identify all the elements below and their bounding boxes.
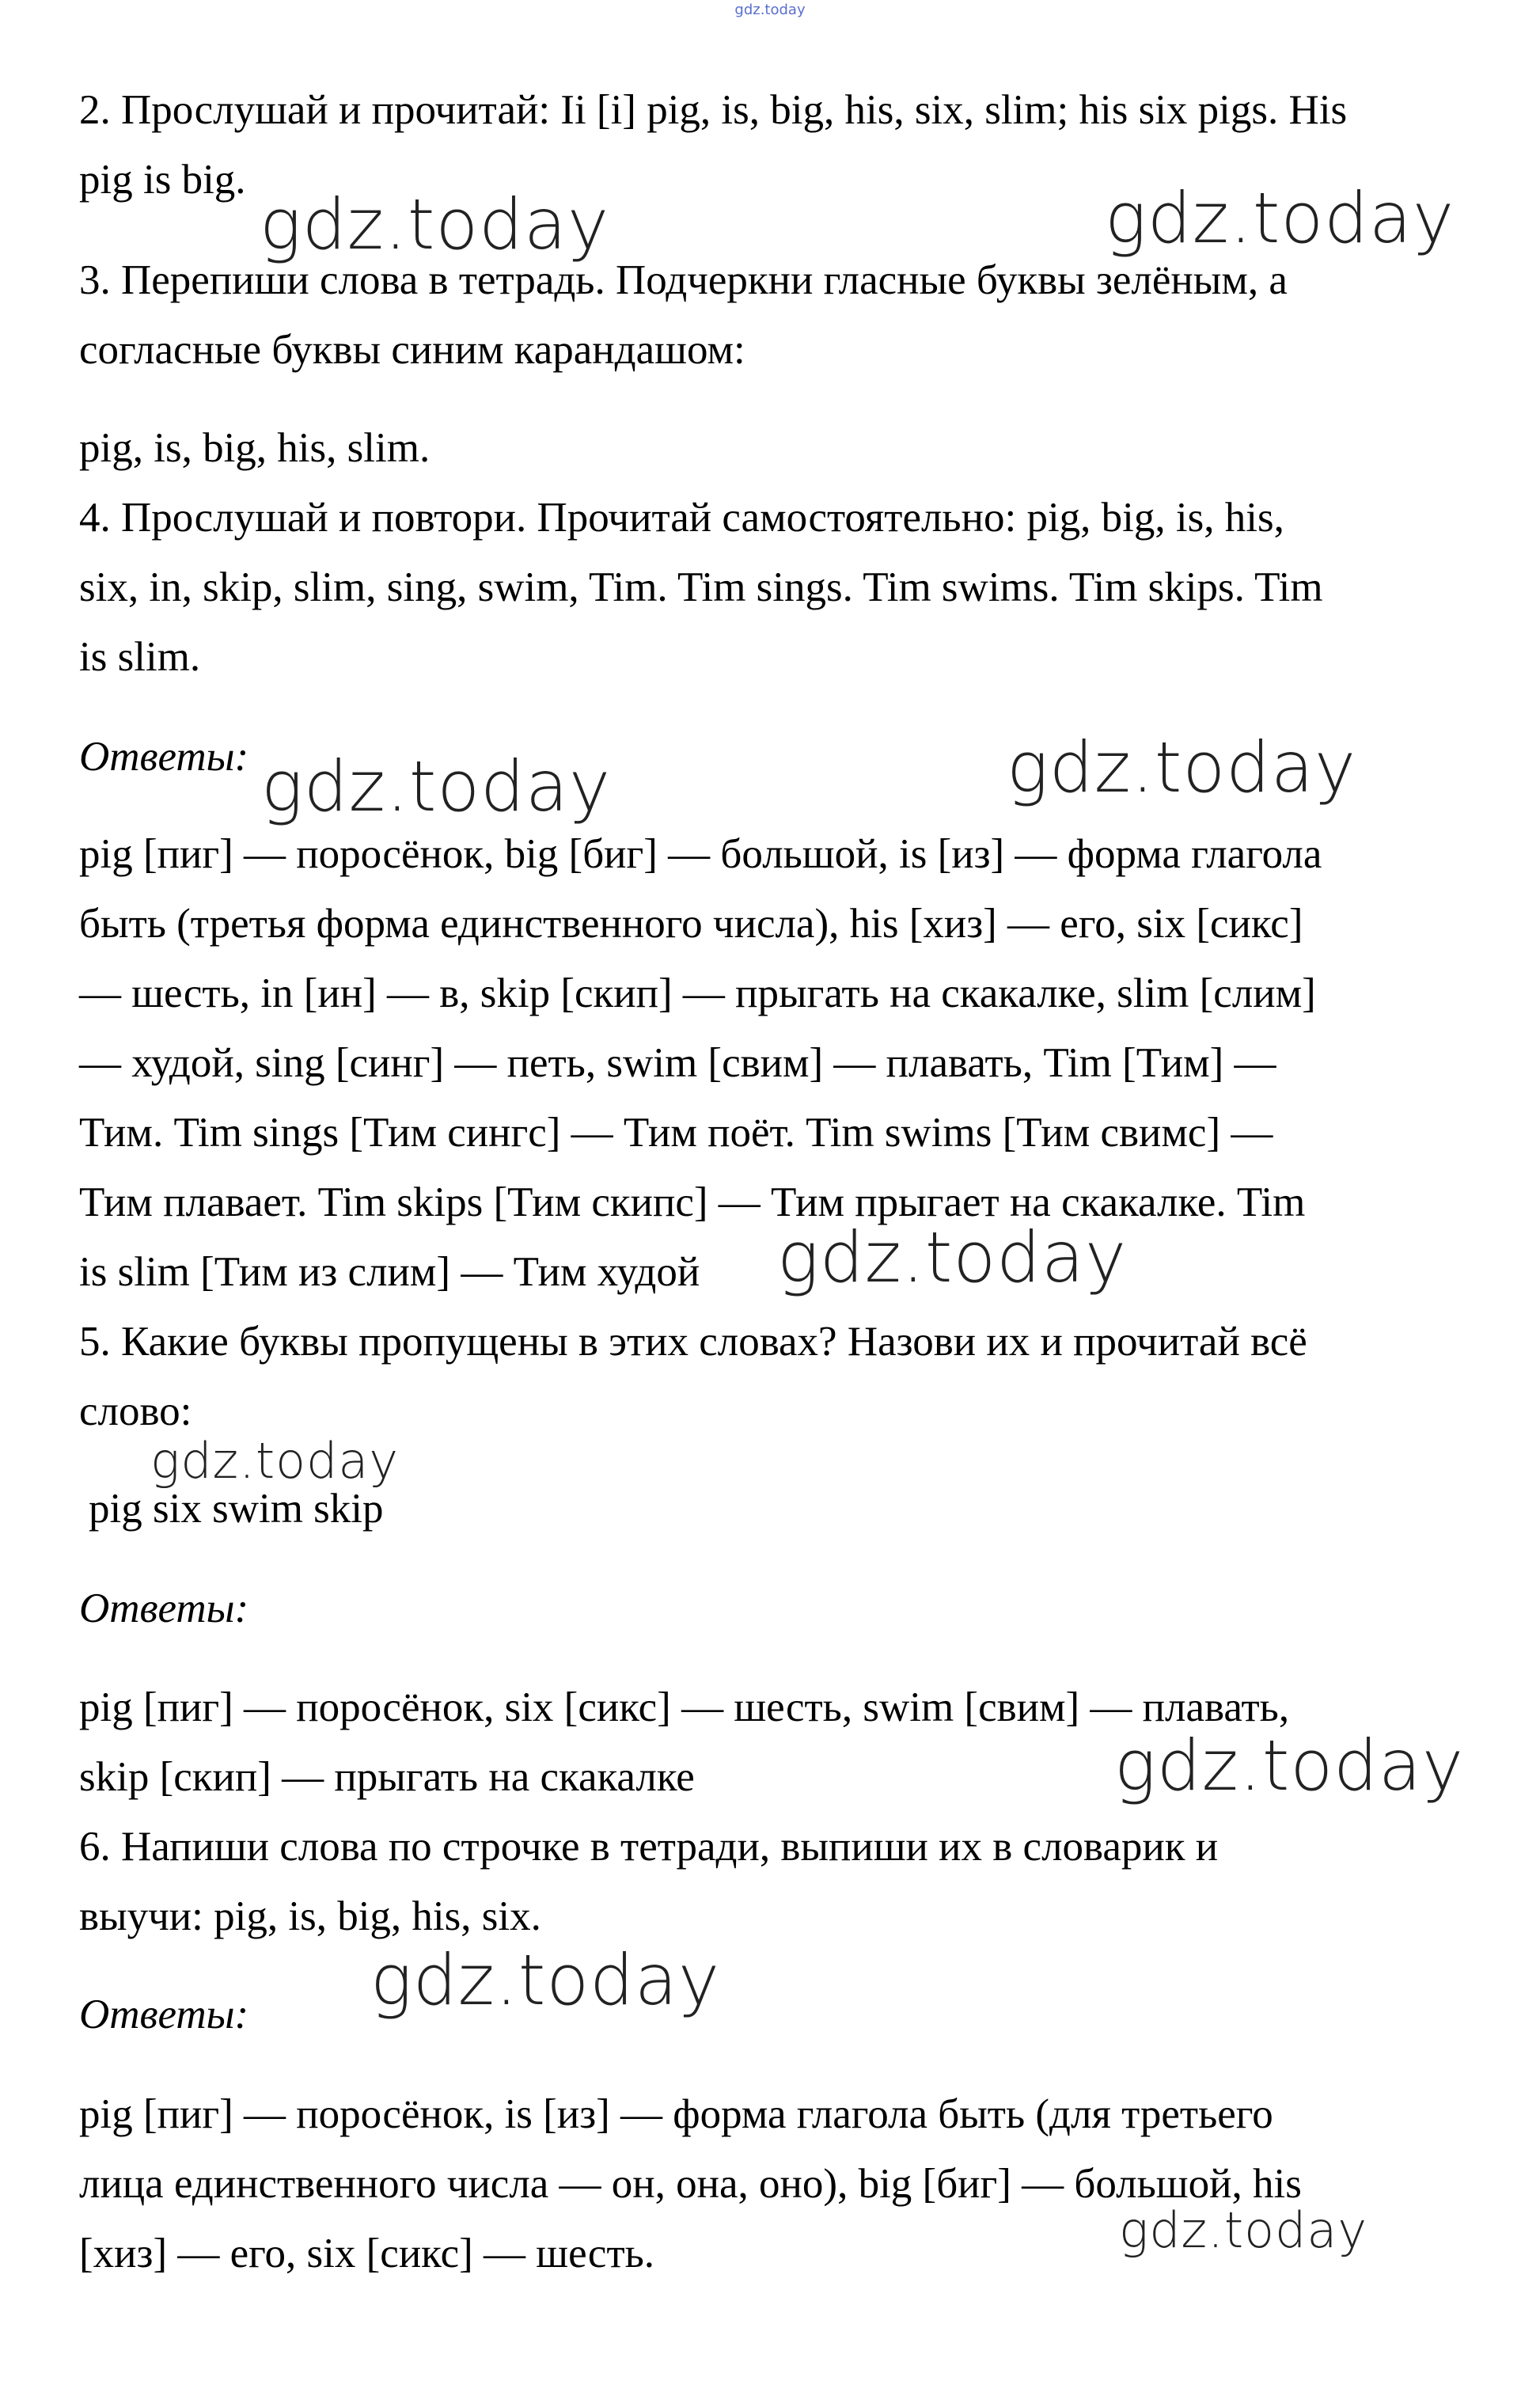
watermark: gdz.today bbox=[1105, 177, 1455, 259]
ex5-line-1: 5. Какие буквы пропущены в этих словах? Назови их и прочитай всё bbox=[79, 1319, 1307, 1365]
site-mark: gdz.today bbox=[734, 2, 806, 18]
ex5-line-2: слово: bbox=[79, 1388, 192, 1434]
ex4-answer-line-6: Тим плавает. Tim skips [Тим скипс] — Тим прыгает на скакалке. Tim bbox=[79, 1179, 1306, 1225]
ex4-answer-line-1: pig [пиг] — поросёнок, big [биг] — большой, is [из] — форма глагола bbox=[79, 831, 1322, 877]
watermark: gdz.today bbox=[777, 1217, 1128, 1298]
ex6-answers-label: Ответы: bbox=[79, 1992, 249, 2037]
ex6-answer-line-2: лица единственного числа — он, она, оно), big [биг] — большой, his bbox=[79, 2161, 1302, 2207]
ex2-line-1: 2. Прослушай и прочитай: Ii [i] pig, is, big, his, six, slim; his six pigs. His bbox=[79, 87, 1348, 133]
ex4-answer-line-5: Тим. Tim sings [Тим сингс] — Тим поёт. Tim swims [Тим свимс] — bbox=[79, 1110, 1273, 1156]
watermark: gdz.today bbox=[1007, 727, 1357, 808]
ex3-line-2: согласные буквы синим карандашом: bbox=[79, 327, 745, 373]
watermark: gdz.today bbox=[370, 1939, 721, 2021]
ex5-answer-line-2: skip [скип] — прыгать на скакалке bbox=[79, 1754, 695, 1800]
ex4-answer-line-2: быть (третья форма единственного числа), his [хиз] — его, six [сикс] bbox=[79, 901, 1303, 947]
watermark: gdz.today bbox=[261, 746, 612, 827]
ex2-line-2: pig is big. bbox=[79, 157, 246, 203]
watermark: gdz.today bbox=[150, 1432, 400, 1490]
ex6-line-2: выучи: pig, is, big, his, six. bbox=[79, 1893, 541, 1939]
ex4-line-2: six, in, skip, slim, sing, swim, Tim. Tim sings. Tim swims. Tim skips. Tim bbox=[79, 564, 1323, 610]
ex5-words: pig six swim skip bbox=[89, 1486, 384, 1532]
watermark: gdz.today bbox=[260, 184, 610, 265]
ex5-answers-label: Ответы: bbox=[79, 1585, 249, 1631]
ex4-line-3: is slim. bbox=[79, 634, 201, 680]
ex6-answer-line-1: pig [пиг] — поросёнок, is [из] — форма глагола быть (для третьего bbox=[79, 2091, 1273, 2137]
watermark: gdz.today bbox=[1114, 1725, 1465, 1806]
ex3-words: pig, is, big, his, slim. bbox=[79, 425, 431, 471]
ex4-answer-line-3: — шесть, in [ин] — в, skip [скип] — прыгать на скакалке, slim [слим] bbox=[79, 970, 1316, 1016]
ex4-answer-line-7: is slim [Тим из слим] — Тим худой bbox=[79, 1249, 700, 1295]
ex6-answer-line-3: [хиз] — его, six [сикс] — шесть. bbox=[79, 2231, 655, 2276]
ex4-answers-label: Ответы: bbox=[79, 734, 249, 780]
ex5-answer-line-1: pig [пиг] — поросёнок, six [сикс] — шесть, swim [свим] — плавать, bbox=[79, 1684, 1290, 1730]
ex3-line-1: 3. Перепиши слова в тетрадь. Подчеркни гласные буквы зелёным, а bbox=[79, 257, 1288, 303]
ex4-answer-line-4: — худой, sing [синг] — петь, swim [свим] — плавать, Tim [Тим] — bbox=[79, 1040, 1276, 1086]
ex6-line-1: 6. Напиши слова по строчке в тетради, выпиши их в словарик и bbox=[79, 1824, 1219, 1870]
watermark: gdz.today bbox=[1119, 2201, 1368, 2259]
ex4-line-1: 4. Прослушай и повтори. Прочитай самостоятельно: pig, big, is, his, bbox=[79, 495, 1284, 541]
